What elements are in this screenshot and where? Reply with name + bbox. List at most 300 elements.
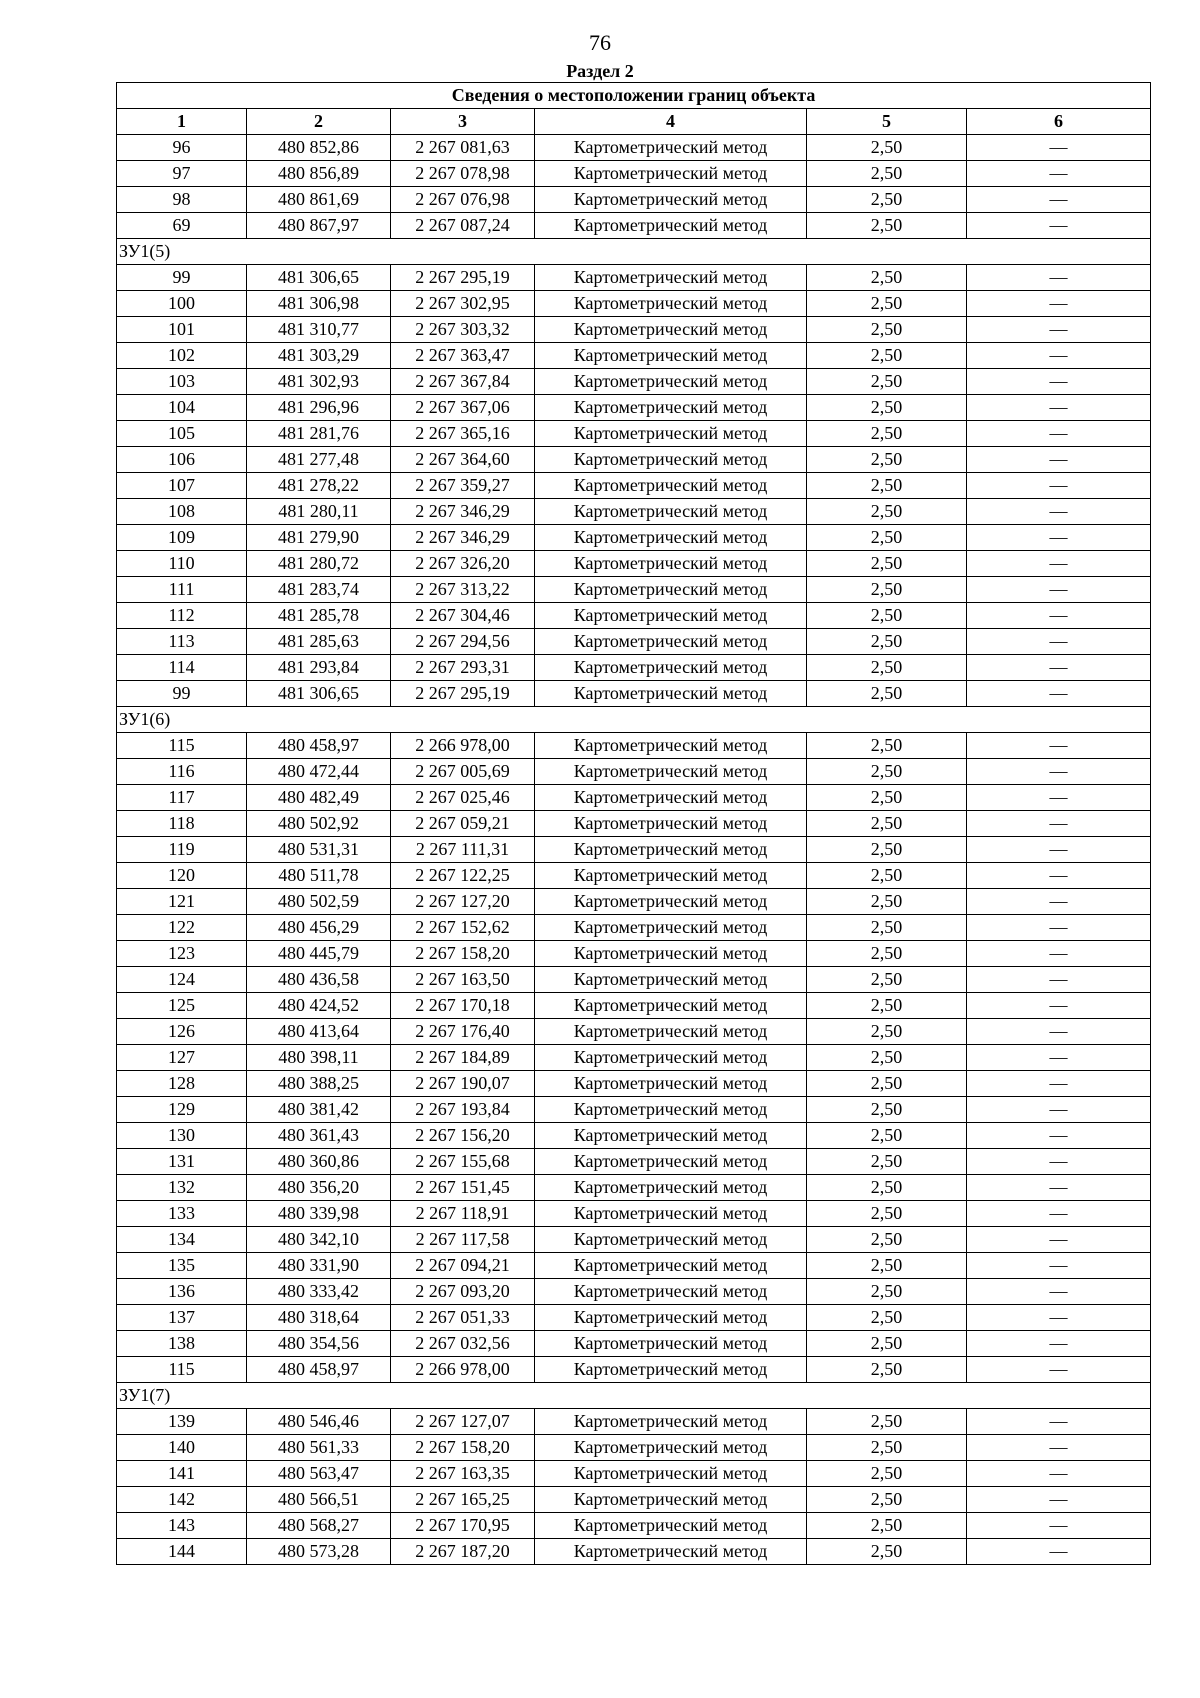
table-row [117, 1539, 1151, 1565]
table-row [117, 1357, 1151, 1383]
x-coordinate-cell: 480 546,46 [247, 1409, 391, 1435]
description-cell: — [967, 421, 1151, 447]
description-cell: — [967, 1331, 1151, 1357]
y-coordinate-cell: 2 267 081,63 [391, 135, 535, 161]
boundary-table [116, 82, 1151, 1565]
x-coordinate-cell: 481 279,90 [247, 525, 391, 551]
x-coordinate-cell: 480 573,28 [247, 1539, 391, 1565]
method-cell: Картометрический метод [535, 733, 807, 759]
description-cell: — [967, 525, 1151, 551]
accuracy-cell: 2,50 [807, 863, 967, 889]
method-cell: Картометрический метод [535, 993, 807, 1019]
group-row [117, 1383, 1151, 1409]
table-row [117, 1461, 1151, 1487]
method-cell: Картометрический метод [535, 577, 807, 603]
x-coordinate-cell: 481 303,29 [247, 343, 391, 369]
accuracy-cell: 2,50 [807, 447, 967, 473]
method-cell: Картометрический метод [535, 941, 807, 967]
x-coordinate-cell: 481 302,93 [247, 369, 391, 395]
column-header-row [117, 109, 1151, 135]
method-cell: Картометрический метод [535, 629, 807, 655]
point-number-cell: 122 [117, 915, 247, 941]
x-coordinate-cell: 481 283,74 [247, 577, 391, 603]
group-row [117, 239, 1151, 265]
description-cell: — [967, 1071, 1151, 1097]
x-coordinate-cell: 481 278,22 [247, 473, 391, 499]
point-number-cell: 135 [117, 1253, 247, 1279]
table-row [117, 161, 1151, 187]
description-cell: — [967, 213, 1151, 239]
description-cell: — [967, 1227, 1151, 1253]
method-cell: Картометрический метод [535, 369, 807, 395]
table-row [117, 473, 1151, 499]
method-cell: Картометрический метод [535, 1331, 807, 1357]
method-cell: Картометрический метод [535, 1305, 807, 1331]
point-number-cell: 120 [117, 863, 247, 889]
method-cell: Картометрический метод [535, 1539, 807, 1565]
x-coordinate-cell: 481 277,48 [247, 447, 391, 473]
point-number-cell: 69 [117, 213, 247, 239]
y-coordinate-cell: 2 267 163,50 [391, 967, 535, 993]
point-number-cell: 127 [117, 1045, 247, 1071]
accuracy-cell: 2,50 [807, 1539, 967, 1565]
point-number-cell: 109 [117, 525, 247, 551]
y-coordinate-cell: 2 267 193,84 [391, 1097, 535, 1123]
method-cell: Картометрический метод [535, 317, 807, 343]
method-cell: Картометрический метод [535, 915, 807, 941]
table-row [117, 135, 1151, 161]
x-coordinate-cell: 480 568,27 [247, 1513, 391, 1539]
accuracy-cell: 2,50 [807, 395, 967, 421]
accuracy-cell: 2,50 [807, 343, 967, 369]
point-number-cell: 144 [117, 1539, 247, 1565]
table-row [117, 1331, 1151, 1357]
accuracy-cell: 2,50 [807, 1461, 967, 1487]
description-cell: — [967, 1357, 1151, 1383]
x-coordinate-cell: 480 361,43 [247, 1123, 391, 1149]
accuracy-cell: 2,50 [807, 993, 967, 1019]
y-coordinate-cell: 2 267 364,60 [391, 447, 535, 473]
y-coordinate-cell: 2 267 155,68 [391, 1149, 535, 1175]
x-coordinate-cell: 480 867,97 [247, 213, 391, 239]
x-coordinate-cell: 481 306,65 [247, 265, 391, 291]
method-cell: Картометрический метод [535, 135, 807, 161]
description-cell: — [967, 577, 1151, 603]
x-coordinate-cell: 481 306,98 [247, 291, 391, 317]
point-number-cell: 138 [117, 1331, 247, 1357]
accuracy-cell: 2,50 [807, 1175, 967, 1201]
point-number-cell: 130 [117, 1123, 247, 1149]
table-row [117, 1071, 1151, 1097]
table-row [117, 1487, 1151, 1513]
accuracy-cell: 2,50 [807, 1201, 967, 1227]
x-coordinate-cell: 480 456,29 [247, 915, 391, 941]
method-cell: Картометрический метод [535, 1253, 807, 1279]
description-cell: — [967, 1253, 1151, 1279]
table-row [117, 1149, 1151, 1175]
table-row [117, 681, 1151, 707]
description-cell: — [967, 1487, 1151, 1513]
description-cell: — [967, 941, 1151, 967]
y-coordinate-cell: 2 267 365,16 [391, 421, 535, 447]
x-coordinate-cell: 480 856,89 [247, 161, 391, 187]
accuracy-cell: 2,50 [807, 1227, 967, 1253]
description-cell: — [967, 759, 1151, 785]
x-coordinate-cell: 481 285,63 [247, 629, 391, 655]
x-coordinate-cell: 480 472,44 [247, 759, 391, 785]
point-number-cell: 119 [117, 837, 247, 863]
table-row [117, 1435, 1151, 1461]
table-row [117, 1019, 1151, 1045]
accuracy-cell: 2,50 [807, 629, 967, 655]
description-cell: — [967, 135, 1151, 161]
point-number-cell: 141 [117, 1461, 247, 1487]
accuracy-cell: 2,50 [807, 941, 967, 967]
x-coordinate-cell: 480 424,52 [247, 993, 391, 1019]
method-cell: Картометрический метод [535, 655, 807, 681]
description-cell: — [967, 681, 1151, 707]
y-coordinate-cell: 2 267 118,91 [391, 1201, 535, 1227]
method-cell: Картометрический метод [535, 1175, 807, 1201]
x-coordinate-cell: 480 445,79 [247, 941, 391, 967]
y-coordinate-cell: 2 267 127,20 [391, 889, 535, 915]
y-coordinate-cell: 2 267 326,20 [391, 551, 535, 577]
accuracy-cell: 2,50 [807, 759, 967, 785]
method-cell: Картометрический метод [535, 1487, 807, 1513]
description-cell: — [967, 473, 1151, 499]
column-header: 3 [391, 109, 535, 135]
accuracy-cell: 2,50 [807, 577, 967, 603]
accuracy-cell: 2,50 [807, 317, 967, 343]
point-number-cell: 128 [117, 1071, 247, 1097]
method-cell: Картометрический метод [535, 1409, 807, 1435]
accuracy-cell: 2,50 [807, 135, 967, 161]
point-number-cell: 126 [117, 1019, 247, 1045]
description-cell: — [967, 499, 1151, 525]
x-coordinate-cell: 480 342,10 [247, 1227, 391, 1253]
table-title-row [117, 83, 1151, 109]
method-cell: Картометрический метод [535, 837, 807, 863]
y-coordinate-cell: 2 267 087,24 [391, 213, 535, 239]
description-cell: — [967, 551, 1151, 577]
description-cell: — [967, 733, 1151, 759]
point-number-cell: 123 [117, 941, 247, 967]
table-row [117, 889, 1151, 915]
accuracy-cell: 2,50 [807, 1331, 967, 1357]
accuracy-cell: 2,50 [807, 499, 967, 525]
column-header: 1 [117, 109, 247, 135]
table-row [117, 395, 1151, 421]
y-coordinate-cell: 2 266 978,00 [391, 1357, 535, 1383]
description-cell: — [967, 317, 1151, 343]
table-row [117, 655, 1151, 681]
y-coordinate-cell: 2 267 176,40 [391, 1019, 535, 1045]
description-cell: — [967, 1149, 1151, 1175]
table-row [117, 629, 1151, 655]
y-coordinate-cell: 2 267 346,29 [391, 499, 535, 525]
description-cell: — [967, 343, 1151, 369]
table-row [117, 915, 1151, 941]
table-row [117, 577, 1151, 603]
y-coordinate-cell: 2 267 117,58 [391, 1227, 535, 1253]
description-cell: — [967, 1305, 1151, 1331]
x-coordinate-cell: 480 413,64 [247, 1019, 391, 1045]
method-cell: Картометрический метод [535, 525, 807, 551]
accuracy-cell: 2,50 [807, 655, 967, 681]
point-number-cell: 129 [117, 1097, 247, 1123]
accuracy-cell: 2,50 [807, 213, 967, 239]
y-coordinate-cell: 2 267 367,84 [391, 369, 535, 395]
description-cell: — [967, 915, 1151, 941]
table-row [117, 1201, 1151, 1227]
point-number-cell: 133 [117, 1201, 247, 1227]
x-coordinate-cell: 480 861,69 [247, 187, 391, 213]
description-cell: — [967, 1097, 1151, 1123]
x-coordinate-cell: 481 281,76 [247, 421, 391, 447]
x-coordinate-cell: 480 436,58 [247, 967, 391, 993]
point-number-cell: 111 [117, 577, 247, 603]
description-cell: — [967, 1539, 1151, 1565]
y-coordinate-cell: 2 267 158,20 [391, 941, 535, 967]
x-coordinate-cell: 480 339,98 [247, 1201, 391, 1227]
y-coordinate-cell: 2 267 359,27 [391, 473, 535, 499]
y-coordinate-cell: 2 267 025,46 [391, 785, 535, 811]
page-number: 76 [589, 30, 611, 55]
x-coordinate-cell: 480 360,86 [247, 1149, 391, 1175]
method-cell: Картометрический метод [535, 1071, 807, 1097]
accuracy-cell: 2,50 [807, 681, 967, 707]
method-cell: Картометрический метод [535, 1227, 807, 1253]
table-row [117, 1279, 1151, 1305]
description-cell: — [967, 655, 1151, 681]
y-coordinate-cell: 2 267 170,18 [391, 993, 535, 1019]
description-cell: — [967, 1435, 1151, 1461]
accuracy-cell: 2,50 [807, 551, 967, 577]
accuracy-cell: 2,50 [807, 1019, 967, 1045]
table-title: Сведения о местоположении границ объекта [117, 83, 1151, 109]
y-coordinate-cell: 2 267 293,31 [391, 655, 535, 681]
x-coordinate-cell: 480 356,20 [247, 1175, 391, 1201]
point-number-cell: 107 [117, 473, 247, 499]
point-number-cell: 106 [117, 447, 247, 473]
y-coordinate-cell: 2 267 302,95 [391, 291, 535, 317]
point-number-cell: 110 [117, 551, 247, 577]
y-coordinate-cell: 2 266 978,00 [391, 733, 535, 759]
table-row [117, 837, 1151, 863]
accuracy-cell: 2,50 [807, 1513, 967, 1539]
y-coordinate-cell: 2 267 295,19 [391, 265, 535, 291]
table-body [117, 135, 1151, 1565]
accuracy-cell: 2,50 [807, 187, 967, 213]
point-number-cell: 139 [117, 1409, 247, 1435]
method-cell: Картометрический метод [535, 863, 807, 889]
y-coordinate-cell: 2 267 111,31 [391, 837, 535, 863]
description-cell: — [967, 1201, 1151, 1227]
group-row [117, 707, 1151, 733]
group-label: ЗУ1(6) [117, 707, 1151, 733]
method-cell: Картометрический метод [535, 551, 807, 577]
accuracy-cell: 2,50 [807, 967, 967, 993]
column-header: 4 [535, 109, 807, 135]
x-coordinate-cell: 480 318,64 [247, 1305, 391, 1331]
table-row [117, 1253, 1151, 1279]
point-number-cell: 99 [117, 265, 247, 291]
x-coordinate-cell: 480 482,49 [247, 785, 391, 811]
accuracy-cell: 2,50 [807, 1071, 967, 1097]
method-cell: Картометрический метод [535, 1123, 807, 1149]
y-coordinate-cell: 2 267 190,07 [391, 1071, 535, 1097]
table-row [117, 525, 1151, 551]
y-coordinate-cell: 2 267 078,98 [391, 161, 535, 187]
description-cell: — [967, 1279, 1151, 1305]
point-number-cell: 115 [117, 733, 247, 759]
point-number-cell: 137 [117, 1305, 247, 1331]
accuracy-cell: 2,50 [807, 785, 967, 811]
x-coordinate-cell: 480 398,11 [247, 1045, 391, 1071]
point-number-cell: 125 [117, 993, 247, 1019]
table-row [117, 733, 1151, 759]
method-cell: Картометрический метод [535, 499, 807, 525]
table-row [117, 967, 1151, 993]
column-header: 2 [247, 109, 391, 135]
method-cell: Картометрический метод [535, 1019, 807, 1045]
x-coordinate-cell: 480 502,59 [247, 889, 391, 915]
accuracy-cell: 2,50 [807, 733, 967, 759]
method-cell: Картометрический метод [535, 785, 807, 811]
x-coordinate-cell: 480 563,47 [247, 1461, 391, 1487]
table-row [117, 317, 1151, 343]
x-coordinate-cell: 480 531,31 [247, 837, 391, 863]
table-row [117, 993, 1151, 1019]
y-coordinate-cell: 2 267 127,07 [391, 1409, 535, 1435]
method-cell: Картометрический метод [535, 447, 807, 473]
y-coordinate-cell: 2 267 294,56 [391, 629, 535, 655]
table-row [117, 1305, 1151, 1331]
y-coordinate-cell: 2 267 032,56 [391, 1331, 535, 1357]
table-row [117, 499, 1151, 525]
point-number-cell: 117 [117, 785, 247, 811]
method-cell: Картометрический метод [535, 265, 807, 291]
accuracy-cell: 2,50 [807, 473, 967, 499]
accuracy-cell: 2,50 [807, 1279, 967, 1305]
description-cell: — [967, 1019, 1151, 1045]
x-coordinate-cell: 481 306,65 [247, 681, 391, 707]
table-row [117, 811, 1151, 837]
accuracy-cell: 2,50 [807, 1123, 967, 1149]
description-cell: — [967, 1409, 1151, 1435]
method-cell: Картометрический метод [535, 473, 807, 499]
y-coordinate-cell: 2 267 367,06 [391, 395, 535, 421]
description-cell: — [967, 187, 1151, 213]
table-row [117, 447, 1151, 473]
table-row [117, 265, 1151, 291]
table-row [117, 213, 1151, 239]
description-cell: — [967, 447, 1151, 473]
description-cell: — [967, 1045, 1151, 1071]
method-cell: Картометрический метод [535, 291, 807, 317]
y-coordinate-cell: 2 267 093,20 [391, 1279, 535, 1305]
y-coordinate-cell: 2 267 313,22 [391, 577, 535, 603]
y-coordinate-cell: 2 267 303,32 [391, 317, 535, 343]
description-cell: — [967, 967, 1151, 993]
accuracy-cell: 2,50 [807, 1097, 967, 1123]
accuracy-cell: 2,50 [807, 1045, 967, 1071]
point-number-cell: 103 [117, 369, 247, 395]
method-cell: Картометрический метод [535, 187, 807, 213]
table-row [117, 1175, 1151, 1201]
x-coordinate-cell: 480 333,42 [247, 1279, 391, 1305]
x-coordinate-cell: 480 511,78 [247, 863, 391, 889]
method-cell: Картометрический метод [535, 161, 807, 187]
table-row [117, 603, 1151, 629]
description-cell: — [967, 1123, 1151, 1149]
description-cell: — [967, 1175, 1151, 1201]
column-header: 5 [807, 109, 967, 135]
method-cell: Картометрический метод [535, 213, 807, 239]
table-row [117, 291, 1151, 317]
table-row [117, 1045, 1151, 1071]
description-cell: — [967, 265, 1151, 291]
point-number-cell: 96 [117, 135, 247, 161]
method-cell: Картометрический метод [535, 1435, 807, 1461]
accuracy-cell: 2,50 [807, 1357, 967, 1383]
y-coordinate-cell: 2 267 158,20 [391, 1435, 535, 1461]
x-coordinate-cell: 480 502,92 [247, 811, 391, 837]
point-number-cell: 115 [117, 1357, 247, 1383]
point-number-cell: 136 [117, 1279, 247, 1305]
x-coordinate-cell: 480 561,33 [247, 1435, 391, 1461]
point-number-cell: 98 [117, 187, 247, 213]
table-row [117, 187, 1151, 213]
description-cell: — [967, 161, 1151, 187]
method-cell: Картометрический метод [535, 1461, 807, 1487]
table-row [117, 551, 1151, 577]
description-cell: — [967, 863, 1151, 889]
accuracy-cell: 2,50 [807, 525, 967, 551]
accuracy-cell: 2,50 [807, 1487, 967, 1513]
description-cell: — [967, 603, 1151, 629]
table-row [117, 1227, 1151, 1253]
point-number-cell: 143 [117, 1513, 247, 1539]
point-number-cell: 100 [117, 291, 247, 317]
description-cell: — [967, 629, 1151, 655]
x-coordinate-cell: 481 280,72 [247, 551, 391, 577]
method-cell: Картометрический метод [535, 1149, 807, 1175]
accuracy-cell: 2,50 [807, 1305, 967, 1331]
y-coordinate-cell: 2 267 051,33 [391, 1305, 535, 1331]
y-coordinate-cell: 2 267 151,45 [391, 1175, 535, 1201]
y-coordinate-cell: 2 267 170,95 [391, 1513, 535, 1539]
y-coordinate-cell: 2 267 295,19 [391, 681, 535, 707]
description-cell: — [967, 811, 1151, 837]
point-number-cell: 112 [117, 603, 247, 629]
description-cell: — [967, 395, 1151, 421]
y-coordinate-cell: 2 267 156,20 [391, 1123, 535, 1149]
x-coordinate-cell: 480 354,56 [247, 1331, 391, 1357]
table-row [117, 1097, 1151, 1123]
accuracy-cell: 2,50 [807, 1435, 967, 1461]
group-label: ЗУ1(7) [117, 1383, 1151, 1409]
y-coordinate-cell: 2 267 005,69 [391, 759, 535, 785]
point-number-cell: 108 [117, 499, 247, 525]
x-coordinate-cell: 480 458,97 [247, 1357, 391, 1383]
accuracy-cell: 2,50 [807, 1253, 967, 1279]
description-cell: — [967, 889, 1151, 915]
x-coordinate-cell: 481 293,84 [247, 655, 391, 681]
method-cell: Картометрический метод [535, 967, 807, 993]
x-coordinate-cell: 481 310,77 [247, 317, 391, 343]
section-title: Раздел 2 [566, 61, 634, 81]
